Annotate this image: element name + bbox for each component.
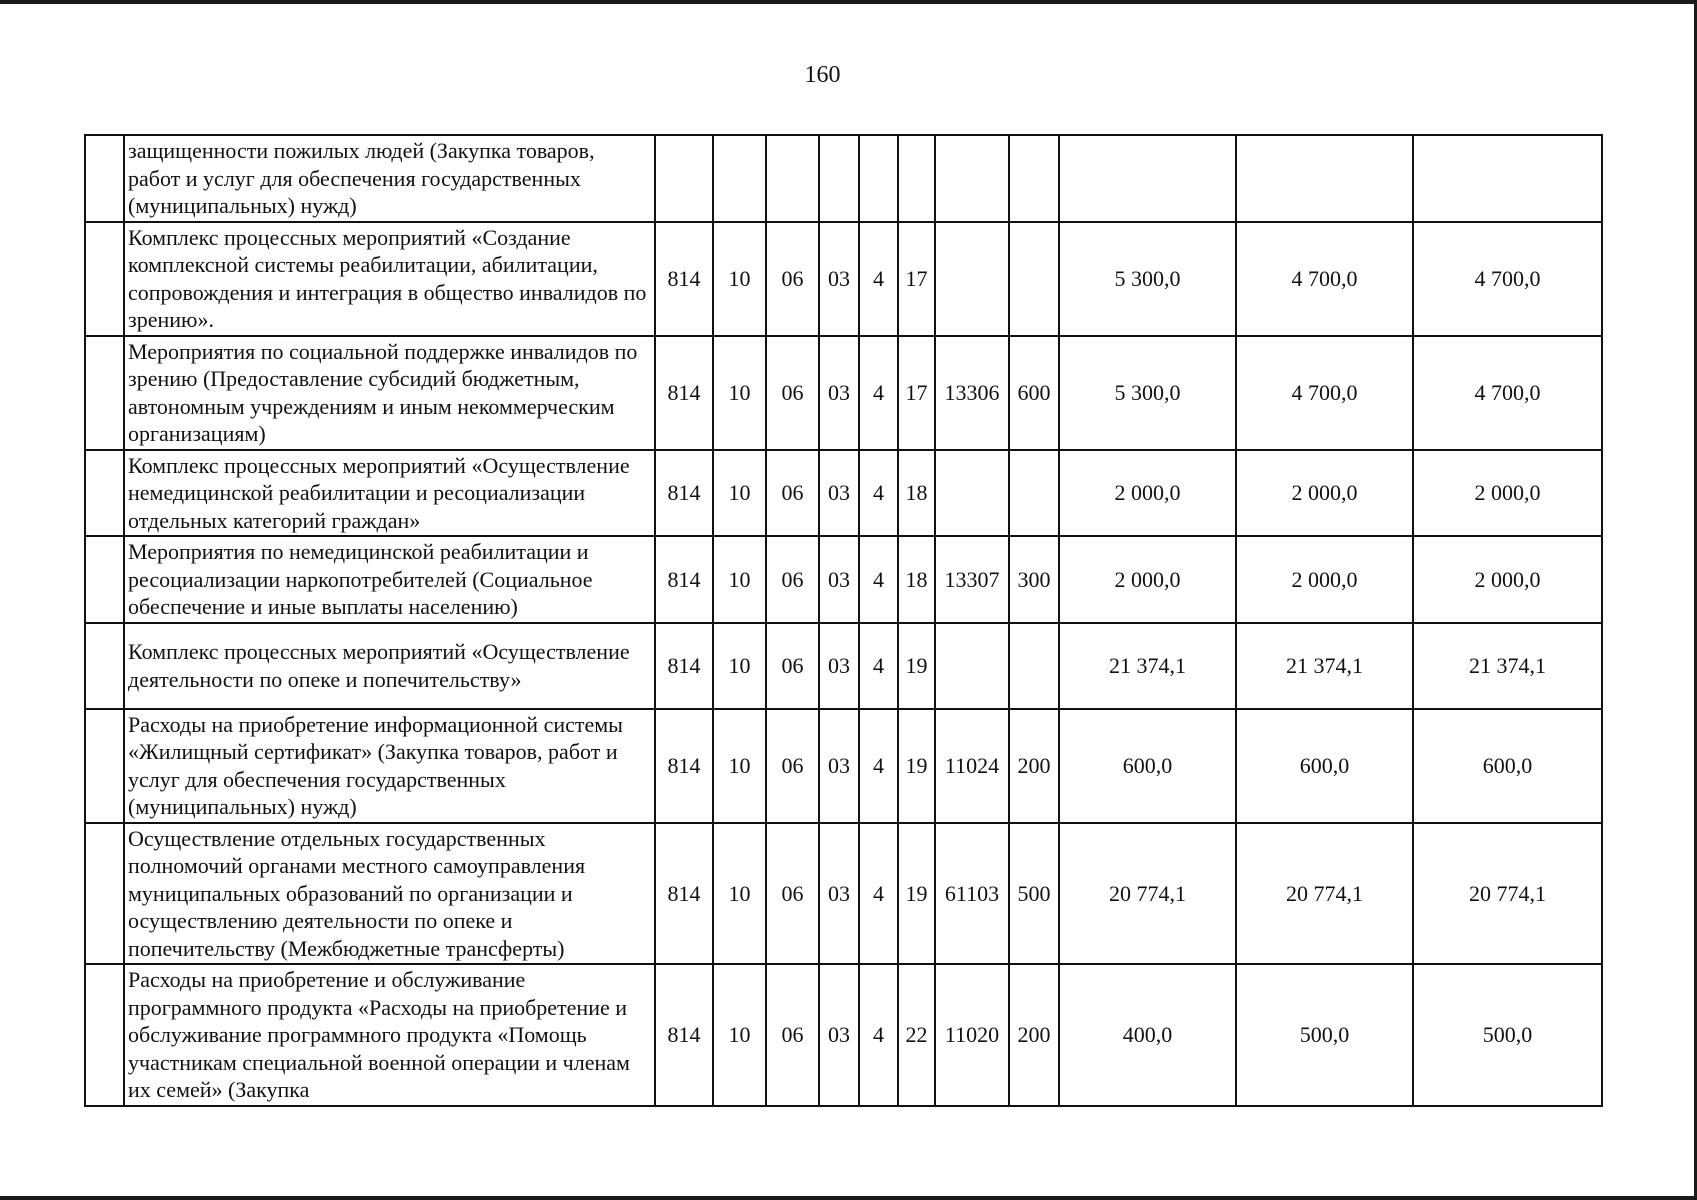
amount-year-3-cell [1413,135,1602,222]
section-code-cell: 10 [713,536,766,623]
amount-year-3-cell: 600,0 [1413,709,1602,823]
index-cell [85,709,124,823]
amount-year-3-cell: 500,0 [1413,964,1602,1106]
direction-code-cell [935,135,1009,222]
section-code-cell: 10 [713,964,766,1106]
description-cell: Мероприятия по социальной поддержке инвалидов по зрению (Предоставление субсидий бюджетным, автономным учреждениям и иным некоммерческим организациям) [124,336,655,450]
subprogram-code-cell: 4 [859,964,898,1106]
admin-code-cell: 814 [655,964,713,1106]
amount-year-1-cell: 2 000,0 [1059,536,1236,623]
subprogram-code-cell: 4 [859,450,898,537]
amount-year-2-cell: 21 374,1 [1236,623,1413,709]
event-code-cell: 19 [898,709,935,823]
amount-year-3-cell: 21 374,1 [1413,623,1602,709]
event-code-cell [898,135,935,222]
program-code-cell: 03 [819,709,859,823]
amount-year-2-cell: 600,0 [1236,709,1413,823]
amount-year-2-cell: 4 700,0 [1236,222,1413,336]
scan-edge-top [0,0,1697,4]
direction-code-cell [935,623,1009,709]
event-code-cell: 18 [898,450,935,537]
index-cell [85,450,124,537]
table-row [85,964,1602,1106]
table-row [85,536,1602,623]
amount-year-1-cell: 5 300,0 [1059,336,1236,450]
amount-year-3-cell: 2 000,0 [1413,450,1602,537]
program-code-cell: 03 [819,336,859,450]
table-row [85,450,1602,537]
event-code-cell: 19 [898,823,935,965]
subprogram-code-cell [859,135,898,222]
amount-year-2-cell [1236,135,1413,222]
event-code-cell: 17 [898,336,935,450]
section-code-cell: 10 [713,709,766,823]
index-cell [85,964,124,1106]
amount-year-2-cell: 2 000,0 [1236,450,1413,537]
direction-code-cell [935,450,1009,537]
subprogram-code-cell: 4 [859,623,898,709]
admin-code-cell: 814 [655,823,713,965]
direction-code-cell: 11024 [935,709,1009,823]
description-cell: Расходы на приобретение и обслуживание программного продукта «Расходы на приобретение и обслуживание программного продукта «Помощь участникам специальной военной операции и членам их семей» (Закупка [124,964,655,1106]
program-code-cell: 03 [819,964,859,1106]
amount-year-3-cell: 2 000,0 [1413,536,1602,623]
admin-code-cell: 814 [655,336,713,450]
index-cell [85,536,124,623]
program-code-cell: 03 [819,536,859,623]
subprogram-code-cell: 4 [859,823,898,965]
amount-year-1-cell: 5 300,0 [1059,222,1236,336]
event-code-cell: 17 [898,222,935,336]
amount-year-2-cell: 20 774,1 [1236,823,1413,965]
admin-code-cell: 814 [655,536,713,623]
section-code-cell: 10 [713,336,766,450]
description-cell: защищенности пожилых людей (Закупка товаров, работ и услуг для обеспечения государственных (муниципальных) нужд) [124,135,655,222]
section-code-cell: 10 [713,222,766,336]
event-code-cell: 18 [898,536,935,623]
amount-year-1-cell: 400,0 [1059,964,1236,1106]
description-cell: Комплекс процессных мероприятий «Осуществление деятельности по опеке и попечительству» [124,623,655,709]
expense-type-cell: 200 [1009,709,1059,823]
subsection-code-cell: 06 [766,450,819,537]
direction-code-cell: 61103 [935,823,1009,965]
amount-year-1-cell: 20 774,1 [1059,823,1236,965]
table-row [85,222,1602,336]
subsection-code-cell: 06 [766,709,819,823]
page-number: 160 [804,62,841,88]
table-row [85,135,1602,222]
index-cell [85,222,124,336]
subsection-code-cell [766,135,819,222]
expense-type-cell [1009,222,1059,336]
expense-type-cell [1009,450,1059,537]
section-code-cell: 10 [713,623,766,709]
subsection-code-cell: 06 [766,536,819,623]
amount-year-2-cell: 2 000,0 [1236,536,1413,623]
subprogram-code-cell: 4 [859,222,898,336]
admin-code-cell: 814 [655,709,713,823]
subsection-code-cell: 06 [766,336,819,450]
subprogram-code-cell: 4 [859,709,898,823]
amount-year-1-cell: 600,0 [1059,709,1236,823]
program-code-cell: 03 [819,222,859,336]
direction-code-cell: 13307 [935,536,1009,623]
description-cell: Мероприятия по немедицинской реабилитации и ресоциализации наркопотребителей (Социальное обеспечение и иные выплаты населению) [124,536,655,623]
admin-code-cell [655,135,713,222]
subsection-code-cell: 06 [766,964,819,1106]
budget-table [84,134,1603,1107]
amount-year-2-cell: 4 700,0 [1236,336,1413,450]
table-row [85,336,1602,450]
description-cell: Комплекс процессных мероприятий «Создание комплексной системы реабилитации, абилитации, сопровождения и интеграция в общество инвалидов по зрению». [124,222,655,336]
amount-year-3-cell: 4 700,0 [1413,222,1602,336]
expense-type-cell: 500 [1009,823,1059,965]
expense-type-cell [1009,623,1059,709]
program-code-cell: 03 [819,623,859,709]
admin-code-cell: 814 [655,222,713,336]
description-cell: Расходы на приобретение информационной системы «Жилищный сертификат» (Закупка товаров, работ и услуг для обеспечения государственных (муниципальных) нужд) [124,709,655,823]
expense-type-cell: 300 [1009,536,1059,623]
amount-year-1-cell: 2 000,0 [1059,450,1236,537]
index-cell [85,336,124,450]
description-cell: Комплекс процессных мероприятий «Осуществление немедицинской реабилитации и ресоциализации отдельных категорий граждан» [124,450,655,537]
program-code-cell [819,135,859,222]
subprogram-code-cell: 4 [859,536,898,623]
description-cell: Осуществление отдельных государственных полномочий органами местного самоуправления муниципальных образований по организации и осуществлению деятельности по опеке и попечительству (Межбюджетные трансферты) [124,823,655,965]
amount-year-1-cell [1059,135,1236,222]
index-cell [85,623,124,709]
section-code-cell: 10 [713,450,766,537]
subsection-code-cell: 06 [766,823,819,965]
index-cell [85,823,124,965]
expense-type-cell [1009,135,1059,222]
direction-code-cell [935,222,1009,336]
program-code-cell: 03 [819,450,859,537]
table-row [85,623,1602,709]
index-cell [85,135,124,222]
admin-code-cell: 814 [655,450,713,537]
expense-type-cell: 600 [1009,336,1059,450]
section-code-cell: 10 [713,823,766,965]
subsection-code-cell: 06 [766,222,819,336]
scan-edge-bottom [0,1196,1697,1200]
admin-code-cell: 814 [655,623,713,709]
expense-type-cell: 200 [1009,964,1059,1106]
program-code-cell: 03 [819,823,859,965]
amount-year-1-cell: 21 374,1 [1059,623,1236,709]
table-row [85,709,1602,823]
event-code-cell: 19 [898,623,935,709]
direction-code-cell: 13306 [935,336,1009,450]
direction-code-cell: 11020 [935,964,1009,1106]
amount-year-2-cell: 500,0 [1236,964,1413,1106]
subsection-code-cell: 06 [766,623,819,709]
section-code-cell [713,135,766,222]
amount-year-3-cell: 4 700,0 [1413,336,1602,450]
event-code-cell: 22 [898,964,935,1106]
subprogram-code-cell: 4 [859,336,898,450]
amount-year-3-cell: 20 774,1 [1413,823,1602,965]
table-row [85,823,1602,965]
